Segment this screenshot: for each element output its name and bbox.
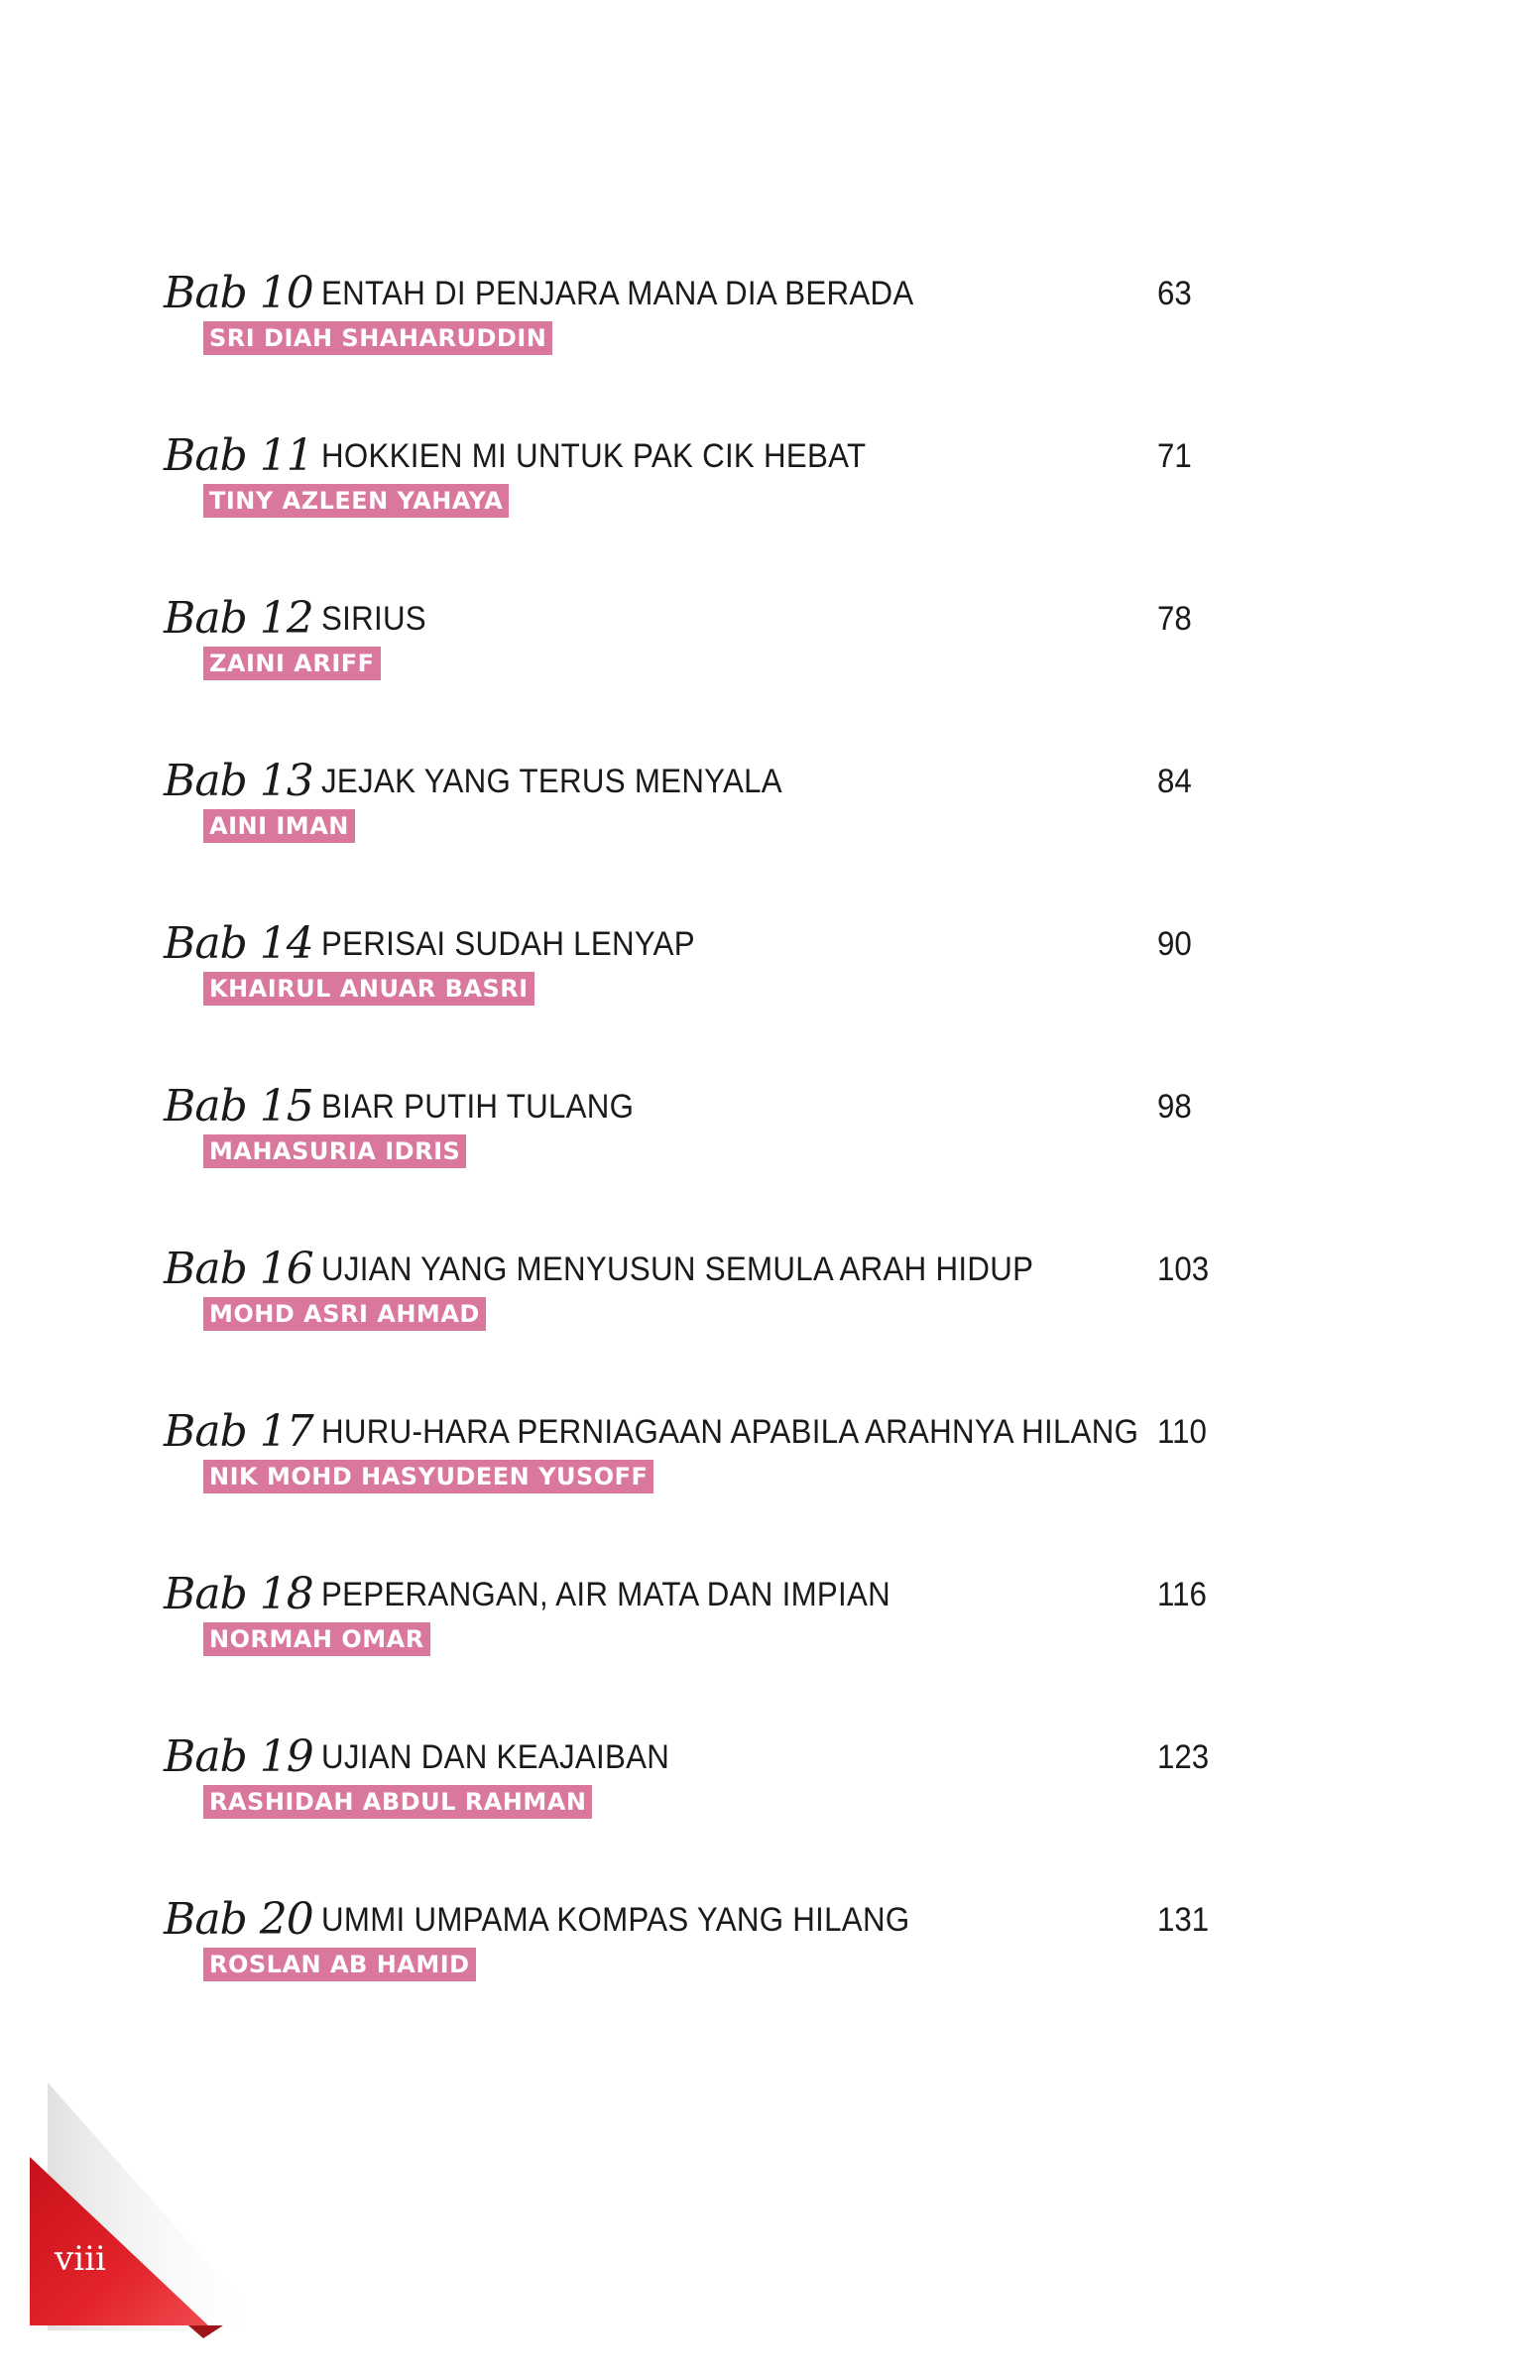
chapter-number: Bab 14 [164, 918, 313, 969]
author-badge: ZAINI ARIFF [203, 647, 381, 680]
author-badge: NIK MOHD HASYUDEEN YUSOFF [203, 1460, 653, 1493]
toc-entry[interactable] [0, 1892, 1540, 2041]
chapter-number: Bab 15 [164, 1081, 313, 1131]
chapter-title: UJIAN DAN KEAJAIBAN [321, 1738, 670, 1776]
chapter-number: Bab 20 [164, 1894, 313, 1945]
author-badge: MAHASURIA IDRIS [203, 1134, 466, 1168]
page-number: 116 [1157, 1576, 1207, 1613]
page-number: 63 [1157, 275, 1192, 312]
toc-entry[interactable] [0, 428, 1540, 577]
chapter-number: Bab 10 [164, 268, 313, 318]
chapter-title: HOKKIEN MI UNTUK PAK CIK HEBAT [321, 437, 867, 475]
chapter-title: PEPERANGAN, AIR MATA DAN IMPIAN [321, 1576, 891, 1613]
author-badge: AINI IMAN [203, 809, 355, 843]
toc-entry[interactable] [0, 754, 1540, 902]
page-number: 78 [1157, 600, 1192, 638]
toc-entry[interactable] [0, 1242, 1540, 1390]
page-number: 90 [1157, 925, 1192, 963]
author-badge: NORMAH OMAR [203, 1622, 430, 1656]
chapter-title: ENTAH DI PENJARA MANA DIA BERADA [321, 275, 914, 312]
chapter-title: BIAR PUTIH TULANG [321, 1088, 635, 1126]
chapter-number: Bab 12 [164, 593, 313, 644]
chapter-number: Bab 11 [164, 430, 313, 481]
chapter-title: PERISAI SUDAH LENYAP [321, 925, 695, 963]
author-badge: SRI DIAH SHAHARUDDIN [203, 321, 552, 355]
toc-entry[interactable] [0, 1079, 1540, 1228]
chapter-title: UMMI UMPAMA KOMPAS YANG HILANG [321, 1901, 910, 1939]
page-number: 123 [1157, 1738, 1210, 1776]
author-badge: RASHIDAH ABDUL RAHMAN [203, 1785, 592, 1819]
toc-entry[interactable] [0, 1567, 1540, 1716]
page-number: 103 [1157, 1250, 1210, 1288]
chapter-title: SIRIUS [321, 600, 426, 638]
author-badge: KHAIRUL ANUAR BASRI [203, 972, 534, 1006]
page-number: 71 [1157, 437, 1192, 475]
chapter-number: Bab 19 [164, 1731, 313, 1782]
page-folio: viii [55, 2239, 106, 2279]
corner-dark-fold [188, 2325, 223, 2338]
author-badge: MOHD ASRI AHMAD [203, 1297, 486, 1331]
chapter-title: UJIAN YANG MENYUSUN SEMULA ARAH HIDUP [321, 1250, 1034, 1288]
page-number: 110 [1157, 1413, 1207, 1451]
toc-entry[interactable] [0, 1729, 1540, 1878]
toc-entry[interactable] [0, 591, 1540, 740]
toc-entry[interactable] [0, 266, 1540, 415]
chapter-title: HURU-HARA PERNIAGAAN APABILA ARAHNYA HILANG [321, 1413, 1139, 1451]
chapter-number: Bab 13 [164, 756, 313, 806]
page-corner-decoration [0, 2082, 297, 2380]
toc-entry[interactable] [0, 916, 1540, 1065]
author-badge: ROSLAN AB HAMID [203, 1948, 476, 1981]
page-number: 98 [1157, 1088, 1192, 1126]
chapter-title: JEJAK YANG TERUS MENYALA [321, 763, 782, 800]
chapter-number: Bab 18 [164, 1569, 313, 1619]
page-number: 84 [1157, 763, 1192, 800]
author-badge: TINY AZLEEN YAHAYA [203, 484, 509, 518]
chapter-number: Bab 17 [164, 1406, 313, 1457]
toc-entry[interactable] [0, 1404, 1540, 1553]
chapter-number: Bab 16 [164, 1244, 313, 1294]
page-number: 131 [1157, 1901, 1210, 1939]
